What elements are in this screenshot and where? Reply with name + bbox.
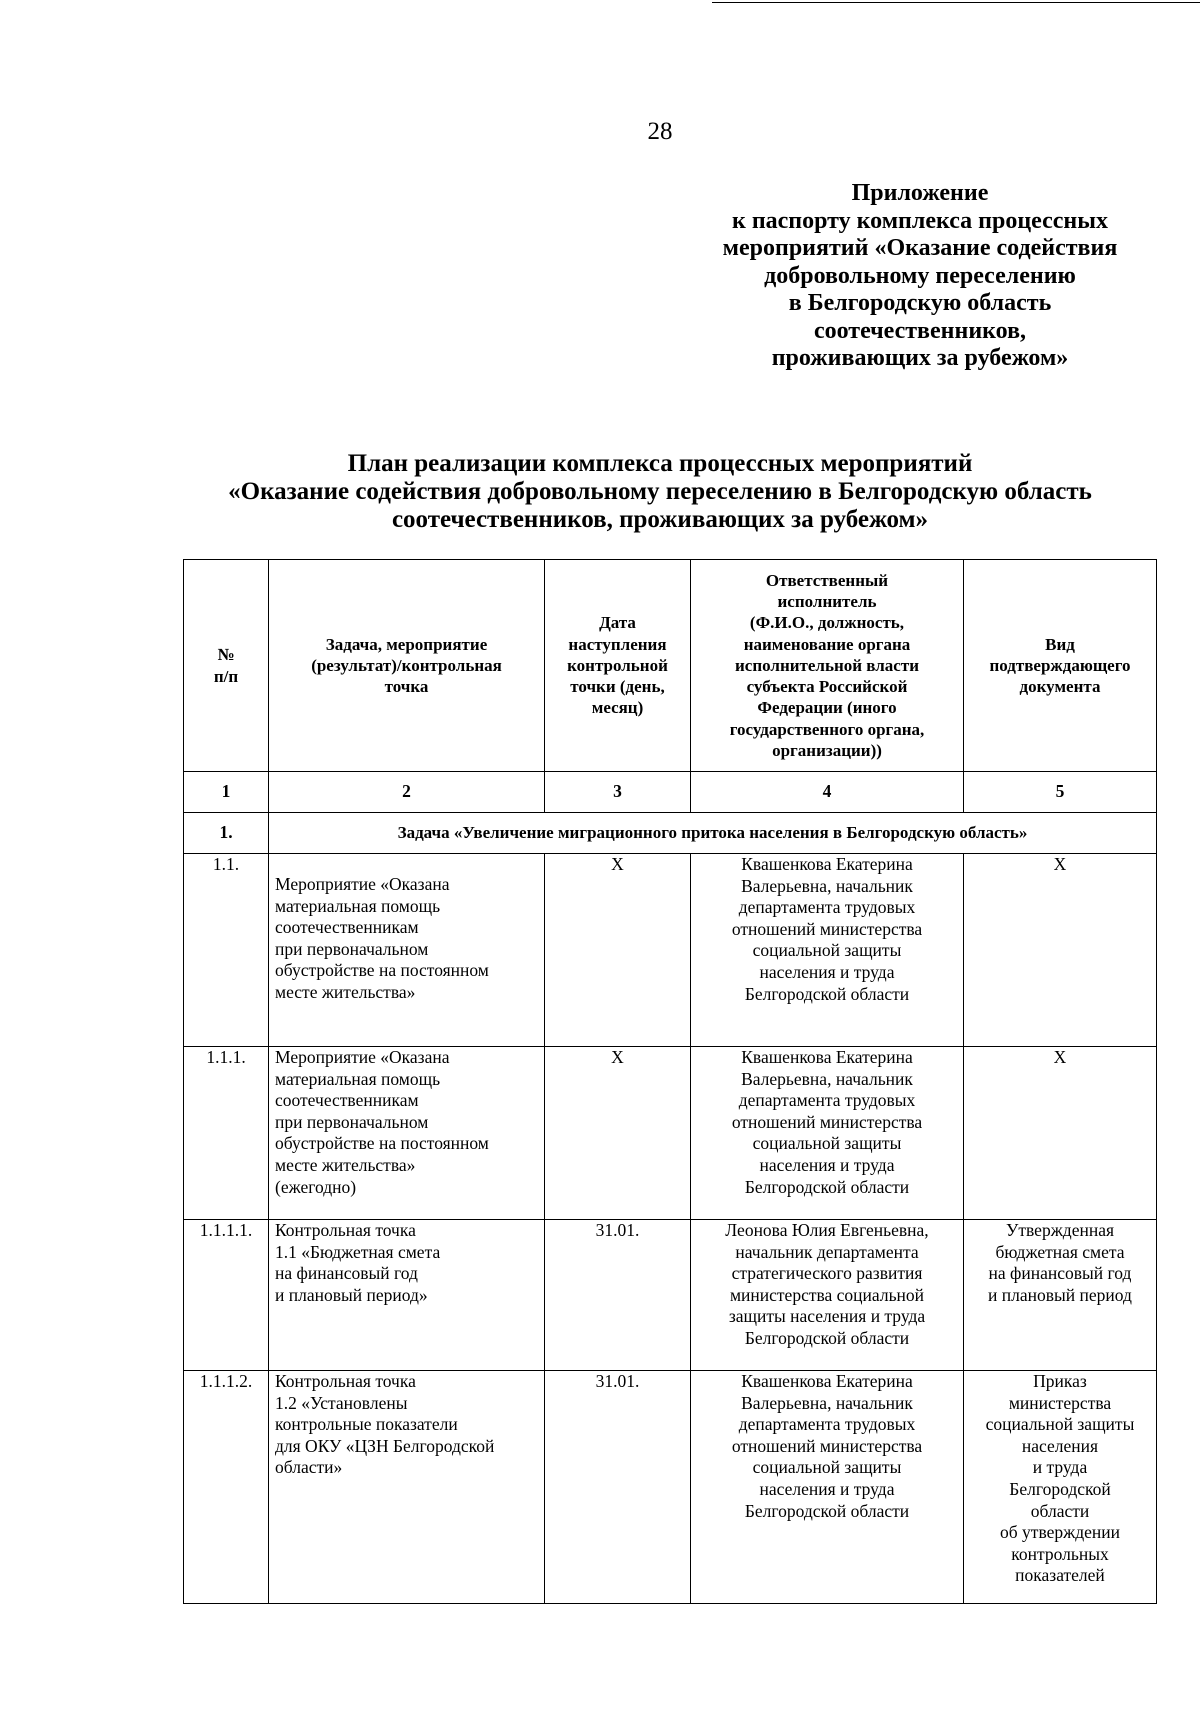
row-date: 31.01. <box>545 1371 691 1604</box>
row-item: Мероприятие «Оказана материальная помощь соотечественникам при первоначальном обустройстве на постоянном месте жительства» (ежегодно) <box>269 1047 545 1220</box>
row-number: 1.1. <box>184 854 269 1047</box>
row-document: Утвержденная бюджетная смета на финансовый год и плановый период <box>964 1220 1157 1371</box>
row-number: 1.1.1.1. <box>184 1220 269 1371</box>
row-responsible: Квашенкова Екатерина Валерьевна, начальник департамента трудовых отношений министерства социальной защиты населения и труда Белгородской области <box>691 854 964 1047</box>
column-number: 3 <box>545 772 691 813</box>
top-edge-line <box>712 2 1200 3</box>
appendix-line: Приложение <box>851 180 989 206</box>
row-item: Контрольная точка 1.2 «Установлены контрольные показатели для ОКУ «ЦЗН Белгородской области» <box>269 1371 545 1604</box>
row-date: X <box>545 1047 691 1220</box>
page-number: 28 <box>647 118 673 145</box>
header-task: Задача, мероприятие (результат)/контрольная точка <box>269 560 545 772</box>
column-number: 1 <box>184 772 269 813</box>
header-document: Вид подтверждающего документа <box>964 560 1157 772</box>
row-number: 1.1.1.2. <box>184 1371 269 1604</box>
row-responsible: Квашенкова Екатерина Валерьевна, начальник департамента трудовых отношений министерства социальной защиты населения и труда Белгородской области <box>691 1371 964 1604</box>
plan-title <box>150 450 1170 534</box>
row-item: Мероприятие «Оказана материальная помощь соотечественникам при первоначальном обустройстве на постоянном месте жительства» <box>269 854 545 1047</box>
appendix-line: к паспорту комплекса процессных <box>732 207 1108 234</box>
header-responsible: Ответственный исполнитель (Ф.И.О., должность, наименование органа исполнительной власти субъекта Российской Федерации (иного государственного органа, организации)) <box>691 560 964 772</box>
appendix-line: соотечественников, <box>813 317 1027 344</box>
row-document: X <box>964 854 1157 1047</box>
row-document: Приказ министерства социальной защиты населения и труда Белгородской области об утверждении контрольных показателей <box>964 1371 1157 1604</box>
table-row <box>184 1047 1157 1220</box>
table-row <box>184 1371 1157 1604</box>
row-item: Контрольная точка 1.1 «Бюджетная смета на финансовый год и плановый период» <box>269 1220 545 1371</box>
appendix-heading <box>665 180 1175 373</box>
appendix-line: в Белгородскую область <box>788 290 1052 316</box>
column-number: 4 <box>691 772 964 813</box>
title-line: План реализации комплекса процессных мероприятий <box>347 450 973 477</box>
row-date: 31.01. <box>545 1220 691 1371</box>
task-row <box>184 813 1157 854</box>
table-row <box>184 1220 1157 1371</box>
appendix-line: проживающих за рубежом» <box>771 345 1069 371</box>
header-date: Дата наступления контрольной точки (день, месяц) <box>545 560 691 772</box>
row-responsible: Квашенкова Екатерина Валерьевна, начальник департамента трудовых отношений министерства социальной защиты населения и труда Белгородской области <box>691 1047 964 1220</box>
header-row <box>184 560 1157 772</box>
column-number: 2 <box>269 772 545 813</box>
appendix-line: добровольному переселению <box>764 262 1076 289</box>
task-text: Задача «Увеличение миграционного притока населения в Белгородскую область» <box>269 813 1157 854</box>
row-number: 1.1.1. <box>184 1047 269 1220</box>
header-number: № п/п <box>184 560 269 772</box>
appendix-line: мероприятий «Оказание содействия <box>722 235 1118 261</box>
row-responsible: Леонова Юлия Евгеньевна, начальник департамента стратегического развития министерства социальной защиты населения и труда Белгородской области <box>691 1220 964 1371</box>
table-row <box>184 854 1157 1047</box>
title-line: «Оказание содействия добровольному переселению в Белгородскую область <box>228 478 1092 505</box>
plan-table <box>183 559 1157 1604</box>
row-date: X <box>545 854 691 1047</box>
task-number: 1. <box>184 813 269 854</box>
row-document: X <box>964 1047 1157 1220</box>
column-number-row <box>184 772 1157 813</box>
title-line: соотечественников, проживающих за рубежом» <box>391 506 929 533</box>
column-number: 5 <box>964 772 1157 813</box>
